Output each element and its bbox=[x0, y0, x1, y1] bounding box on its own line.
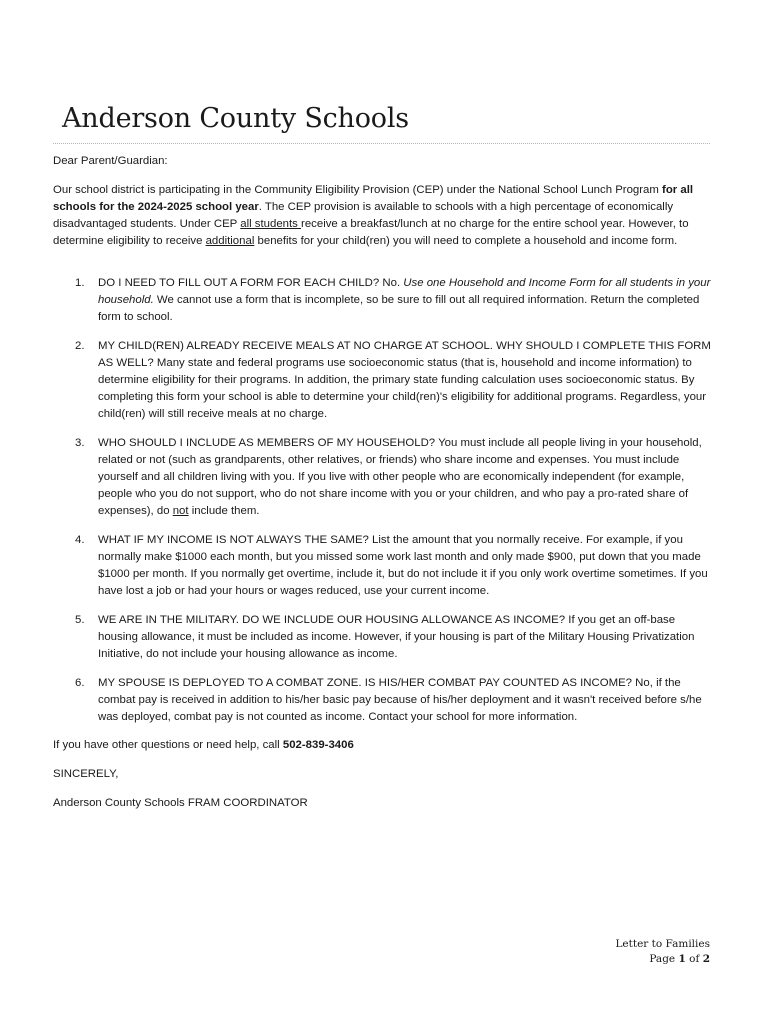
intro-text-3: receive a breakfast/lunch at no charge for the entire school year. However, to determine eligibility to receive bbox=[53, 218, 689, 247]
signature: Anderson County Schools FRAM COORDINATOR bbox=[53, 797, 308, 809]
faq-answer: You must include all people living in your household, related or not (such as grandparents, other relatives, or friends) who share income and expenses. You must include yourself and all children living with you. If you live with other people who are economically independent (for example, people who you do not support, who do not share income with you or your children, and who pay a pro-rated share of expenses), do bbox=[98, 437, 702, 517]
faq-number: 2. bbox=[75, 340, 85, 352]
faq-answer-tail: include them. bbox=[188, 505, 260, 517]
faq-number: 5. bbox=[75, 614, 85, 626]
faq-number: 4. bbox=[75, 534, 85, 546]
help-text: If you have other questions or need help, call bbox=[53, 739, 283, 751]
intro-underline-1: all students bbox=[240, 218, 302, 230]
faq-item bbox=[53, 435, 718, 520]
faq-question: WHO SHOULD I INCLUDE AS MEMBERS OF MY HOUSEHOLD? bbox=[98, 437, 436, 449]
faq-item bbox=[53, 612, 718, 663]
faq-question: WHAT IF MY INCOME IS NOT ALWAYS THE SAME? bbox=[98, 534, 369, 546]
faq-answer: No, if the combat pay is received in addition to his/her basic pay because of his/her deployment and it wasn't received before s/he was deployed, combat pay is not counted as income. Contact your school for more information. bbox=[98, 677, 702, 723]
phone-number: 502-839-3406 bbox=[282, 739, 354, 751]
page-of: of bbox=[685, 953, 703, 965]
faq-answer: Many state and federal programs use socioeconomic status (that is, household and income information) to determine eligibility for their programs. In addition, the primary state funding calculation uses socioeconomic status. By completing this form your school is able to determine your child(ren)'s eligibility for additional programs. Regardless, your child(ren) will still receive meals at no charge. bbox=[98, 357, 707, 420]
page-footer bbox=[615, 937, 710, 967]
page-title: Anderson County Schools bbox=[62, 103, 409, 134]
faq-question: MY SPOUSE IS DEPLOYED TO A COMBAT ZONE. IS HIS/HER COMBAT PAY COUNTED AS INCOME? bbox=[98, 677, 633, 689]
faq-answer: If you get an off-base housing allowance, it must be included as income. However, if your housing is part of the Military Housing Privatization Initiative, do not include your housing allowance as income. bbox=[98, 614, 695, 660]
faq-number: 6. bbox=[75, 677, 85, 689]
faq-answer: We cannot use a form that is incomplete, so be sure to fill out all required information. Return the completed form to school. bbox=[98, 294, 700, 323]
faq-question: MY CHILD(REN) ALREADY RECEIVE MEALS AT NO CHARGE AT SCHOOL. WHY SHOULD I COMPLETE THIS FORM AS WELL? bbox=[98, 340, 711, 369]
page-total: 2 bbox=[702, 953, 710, 965]
faq-italic: Use one Household and Income Form for all students in your household. bbox=[98, 277, 711, 306]
intro-underline-2: additional bbox=[205, 235, 255, 247]
help-line bbox=[53, 737, 354, 754]
faq-item bbox=[53, 338, 718, 423]
faq-answer: List the amount that you normally receive. For example, if you normally make $1000 each month, but you missed some work last month and only made $900, put down that you made $1000 per month. If you normally get overtime, include it, but do not include it if you only work overtime sometimes. If you have lost a job or had your hours or wages reduced, use your current income. bbox=[98, 534, 708, 597]
intro-paragraph bbox=[53, 182, 713, 250]
faq-question: WE ARE IN THE MILITARY. DO WE INCLUDE OUR HOUSING ALLOWANCE AS INCOME? bbox=[98, 614, 566, 626]
faq-underline: not bbox=[172, 505, 189, 517]
page-current: 1 bbox=[678, 953, 686, 965]
closing: SINCERELY, bbox=[53, 768, 119, 780]
faq-list bbox=[53, 275, 718, 738]
faq-item bbox=[53, 275, 718, 326]
faq-number: 3. bbox=[75, 437, 85, 449]
footer-doc-label: Letter to Families bbox=[615, 938, 710, 950]
page-indicator bbox=[615, 952, 710, 967]
faq-item bbox=[53, 532, 718, 600]
faq-question: DO I NEED TO FILL OUT A FORM FOR EACH CHILD? No. bbox=[98, 277, 404, 289]
page-word: Page bbox=[649, 953, 679, 965]
faq-item bbox=[53, 675, 718, 726]
intro-bold: for all schools for the 2024-2025 school year bbox=[53, 184, 694, 213]
faq-number: 1. bbox=[75, 277, 85, 289]
intro-text-2: . The CEP provision is available to schools with a high percentage of economically disadvantaged students. Under CEP bbox=[53, 201, 674, 230]
intro-text-1: Our school district is participating in the Community Eligibility Provision (CEP) under the National School Lunch Program bbox=[53, 184, 663, 196]
title-divider bbox=[53, 143, 710, 144]
intro-text-4: benefits for your child(ren) you will need to complete a household and income form. bbox=[254, 235, 678, 247]
salutation: Dear Parent/Guardian: bbox=[53, 155, 168, 167]
